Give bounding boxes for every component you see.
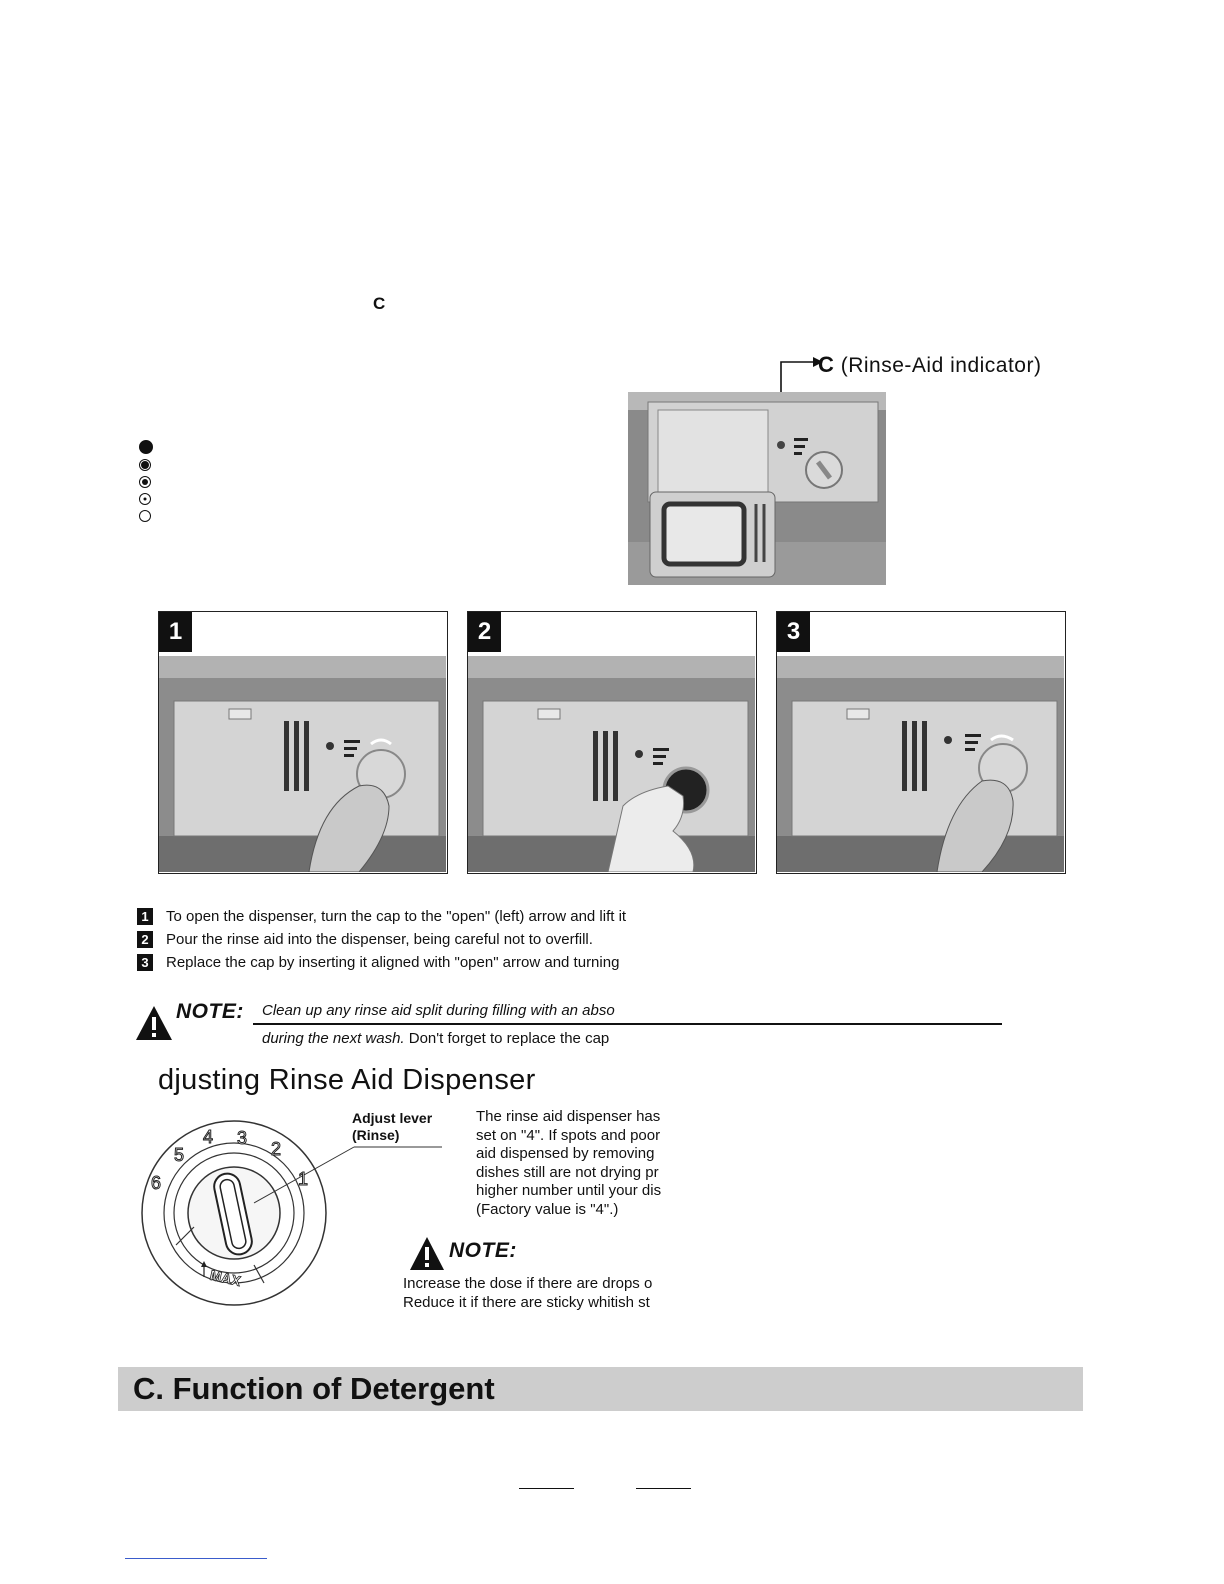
rinse-dial-diagram [136,1115,446,1315]
adjusting-line: (Factory value is "4".) [476,1200,619,1218]
step-panel-2 [467,611,757,874]
blank-underline [519,1488,574,1489]
level-half-icon [139,476,151,488]
dial-number-5: 5 [174,1145,185,1165]
adjusting-body [476,1108,661,1219]
note-line-2-italic: during the next wash. [262,1030,405,1047]
adjusting-line: set on "4". If spots and poor [476,1126,661,1144]
step-number: 2 [468,612,501,652]
step-text: To open the dispenser, turn the cap to the "open" (left) arrow and lift it [166,908,627,925]
step-panel-3 [776,611,1066,874]
level-quarter-icon [139,493,151,505]
note-dose-line: Increase the dose if there are drops o [403,1275,653,1292]
note-line-2-rest: Don't forget to replace the cap [404,1030,610,1047]
dial-number-2: 2 [271,1139,282,1159]
adjusting-heading: djusting Rinse Aid Dispenser [158,1064,536,1096]
note-line-1: Clean up any rinse aid split during filling with an abso [262,1002,615,1019]
section-title: C. Function of Detergent [133,1371,495,1406]
step-badge: 2 [137,931,153,948]
adjust-lever-label-line2: (Rinse) [352,1127,400,1143]
note-dose [403,1236,652,1312]
adjust-lever-label [352,1110,432,1144]
step-text: Replace the cap by inserting it aligned with "open" arrow and turning [166,954,620,971]
step-2-photo [468,656,755,872]
step-1-photo [159,656,446,872]
level-full-icon [139,440,153,454]
level-empty-icon [139,510,151,522]
lone-letter: C [373,294,386,313]
step-badge: 3 [137,954,153,971]
step-number: 3 [777,612,810,652]
step-badge: 1 [137,908,153,925]
dial-number-4: 4 [203,1127,214,1147]
step-number: 1 [159,612,192,652]
step-text: Pour the rinse aid into the dispenser, being careful not to overfill. [166,931,593,948]
step-instruction-2 [137,928,626,951]
adjust-lever-label-line1: Adjust lever [352,1110,433,1126]
step-instructions [137,905,626,974]
note-title: NOTE: [449,1239,517,1262]
warning-icon [409,1236,445,1272]
adjusting-line: aid dispensed by removing [476,1145,655,1162]
dial-number-6: 6 [151,1173,162,1193]
dial-max-label: MAX [208,1266,243,1289]
dial-number-1: 1 [298,1169,309,1189]
note-cleanup [135,996,1005,1056]
step-instruction-1 [137,905,626,928]
note-title: NOTE: [176,1000,244,1023]
level-three-quarter-icon [139,459,151,471]
section-header [118,1367,1083,1411]
note-line-2 [262,1030,609,1047]
callout-text: (Rinse-Aid indicator) [840,354,1042,377]
adjusting-line: The rinse aid dispenser has [476,1108,661,1125]
note-rule [253,1023,1002,1025]
footnote-rule [125,1558,267,1559]
note-dose-line: Reduce it if there are sticky whitish st [403,1294,650,1311]
warning-icon [135,1004,173,1042]
level-indicator-list [139,440,155,527]
dispenser-photo [628,392,886,585]
blank-underline [636,1488,691,1489]
adjusting-line: dishes still are not drying pr [476,1163,659,1181]
step-panel-1 [158,611,448,874]
indicator-callout [818,352,1041,378]
adjusting-line: higher number until your dis [476,1182,662,1199]
dial-number-3: 3 [237,1128,248,1148]
step-instruction-3 [137,951,626,974]
callout-letter: C [818,352,835,377]
step-3-photo [777,656,1064,872]
